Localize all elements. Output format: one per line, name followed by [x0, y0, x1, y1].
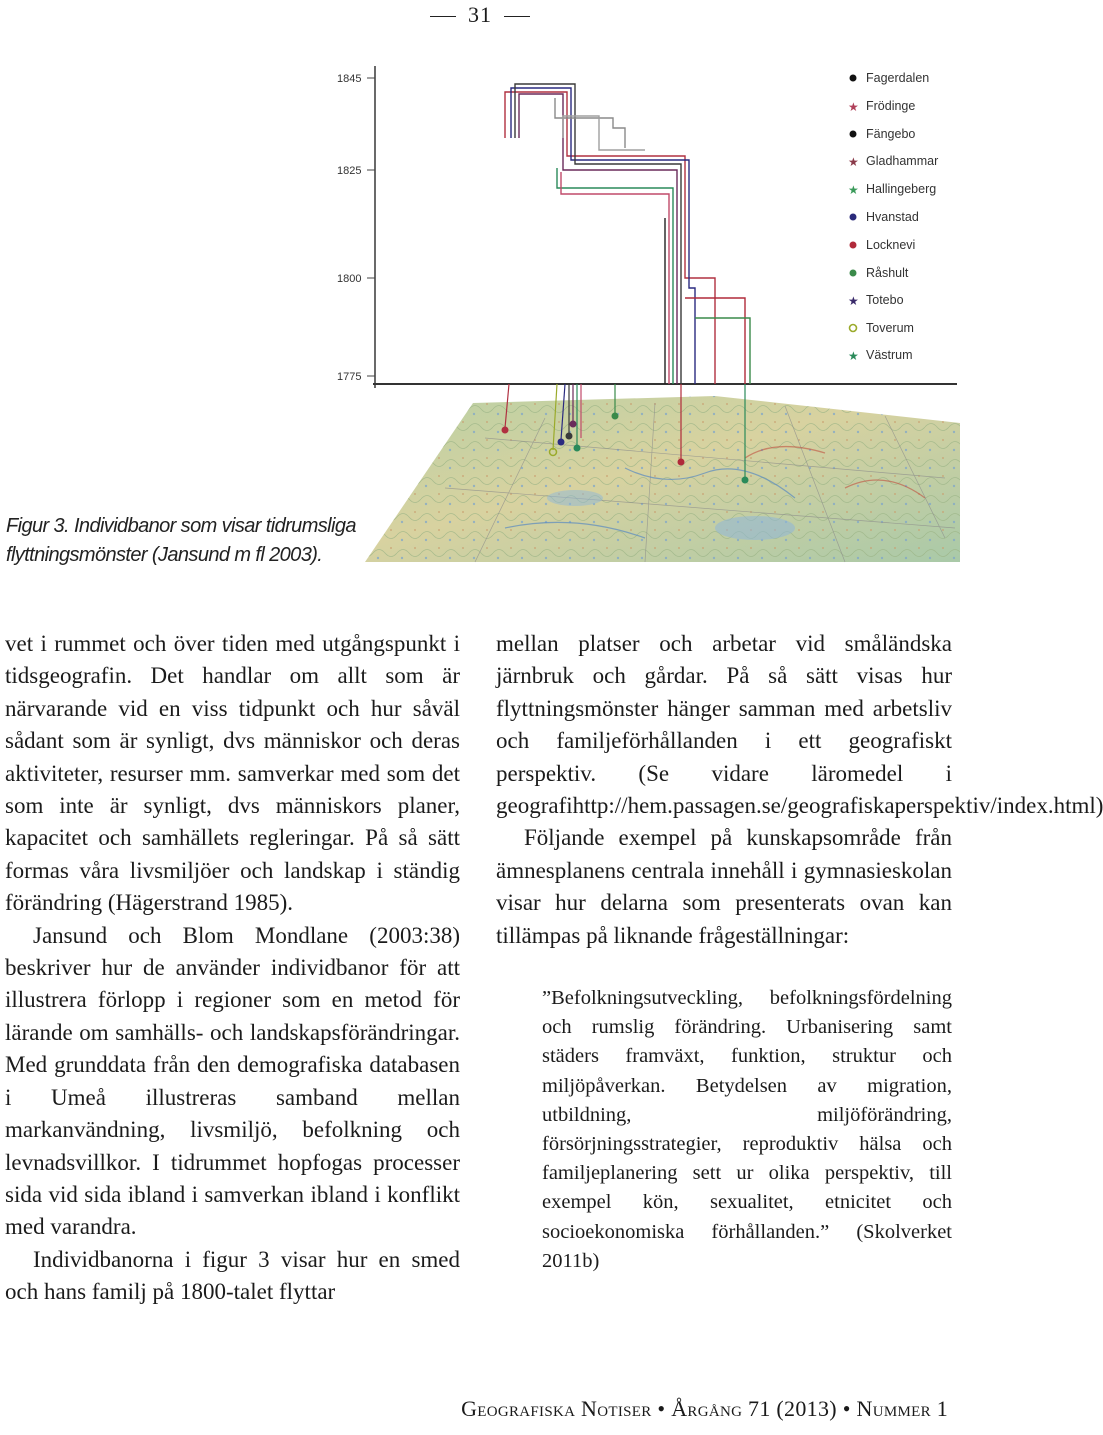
issue: Nummer 1: [856, 1396, 948, 1421]
bullet-separator: •: [842, 1396, 851, 1421]
journal-name: Geografiska Notiser: [461, 1396, 652, 1421]
paragraph: Individbanorna i figur 3 visar hur en smed och hans familj på 1800-talet flyttar: [5, 1246, 460, 1305]
legend-item: [848, 154, 938, 169]
paragraph: mellan platser och arbetar vid småländska järnbruk och gårdar. På så sätt visas hur flyttningsmönster hänger samman med arbetsliv och familjeförhållanden i ett geografiskt perspektiv. (Se vidare läromedel i geografihttp://hem.passagen.se/geografiskaperspektiv/index.html): [496, 631, 1103, 819]
legend-label: Locknevi: [866, 238, 916, 252]
block-quote: ”Befolkningsutveckling, befolkningsfördelning och rumslig förändring. Urbanisering samt städers framväxt, funktion, struktur och miljöpåverkan. Betydelsen av migration, utbildning, miljöförändring, försörjningsstrategier, reproduktiv hälsa och familjeplanering sett ur olika perspektiv, till exempel kön, sexualitet, etnicitet och socioekonomiska förhållanden.” (Skolverket 2011b): [542, 987, 952, 1272]
running-footer: [0, 1396, 948, 1422]
left-column: [5, 628, 460, 1309]
figure-3: [325, 58, 960, 562]
legend-item: [850, 321, 914, 335]
page-number-dash-left: [430, 16, 456, 17]
legend-item: [848, 293, 904, 308]
legend-label: Råshult: [866, 266, 909, 280]
figure-3-graphic: [325, 58, 960, 562]
page-number-text: 31: [468, 2, 492, 27]
legend-item: [848, 99, 915, 114]
legend-label: Toverum: [866, 321, 914, 335]
figure-caption-line: Figur 3. Individbanor som visar tidrumsliga: [6, 515, 356, 537]
time-axis: [337, 66, 957, 388]
year-tick-label: 1800: [337, 273, 362, 285]
legend-label: Totebo: [866, 293, 904, 307]
star-icon: ★: [848, 100, 859, 114]
year-tick-label: 1845: [337, 73, 362, 85]
individual-paths: [505, 84, 750, 384]
figure-caption: [6, 512, 386, 570]
legend-item: [850, 71, 930, 85]
paragraph: Jansund och Blom Mondlane (2003:38) beskriver hur de använder individbanor för att illustrera förlopp i regioner som en metod för lärande om samhälls- och landskapsförändringar. Med grunddata från den demografiska databasen i Umeå illustreras samband mellan markanvändning, livsmiljö, befolkning och levnadsvillkor. I tidrummet hopfogas processer sida vid sida ibland i samverkan ibland i konflikt med varandra.: [5, 922, 460, 1240]
legend-item: [848, 348, 913, 363]
legend-label: Frödinge: [866, 99, 916, 113]
star-icon: ★: [848, 349, 859, 363]
paragraph: vet i rummet och över tiden med utgångspunkt i tidsgeografin. Det handlar om allt som är närvarande vid en viss tidpunkt och hur såväl sådant som är synligt, dvs människor och deras aktiviteter, resurser mm. samverkar med som det som inte är synligt, dvs människors planer, kapacitet och samhällets regleringar. På så sätt formas våra livsmiljöer och landskap i ständig förändring (Hägerstrand 1985).: [5, 631, 460, 916]
legend-item: [850, 238, 916, 252]
legend-label: Hvanstad: [866, 210, 919, 224]
star-icon: ★: [848, 183, 859, 197]
legend-label: Hallingeberg: [866, 182, 937, 196]
legend: [848, 71, 938, 363]
year-tick-label: 1775: [337, 371, 362, 383]
legend-label: Fängebo: [866, 127, 916, 141]
map-plane: [365, 396, 960, 562]
legend-label: Gladhammar: [866, 154, 939, 168]
page-number-dash-right: [504, 16, 530, 17]
legend-item: [848, 182, 936, 197]
legend-item: [850, 127, 916, 141]
star-icon: ★: [848, 294, 859, 308]
year-tick-label: 1825: [337, 165, 362, 177]
legend-item: [850, 266, 909, 280]
legend-item: [850, 210, 919, 224]
page-number: [0, 2, 960, 28]
right-column: [496, 628, 1103, 1276]
legend-label: Västrum: [866, 348, 913, 362]
star-icon: ★: [848, 155, 859, 169]
figure-caption-line: flyttningsmönster (Jansund m fl 2003).: [6, 544, 323, 566]
volume: Årgång 71 (2013): [671, 1396, 837, 1421]
paragraph: Följande exempel på kunskapsområde från ämnesplanens centrala innehåll i gymnasieskolan visar hur delarna som presenterats ovan kan tillämpas på liknande frågeställningar:: [496, 825, 952, 948]
legend-label: Fagerdalen: [866, 71, 930, 85]
bullet-separator: •: [657, 1396, 666, 1421]
